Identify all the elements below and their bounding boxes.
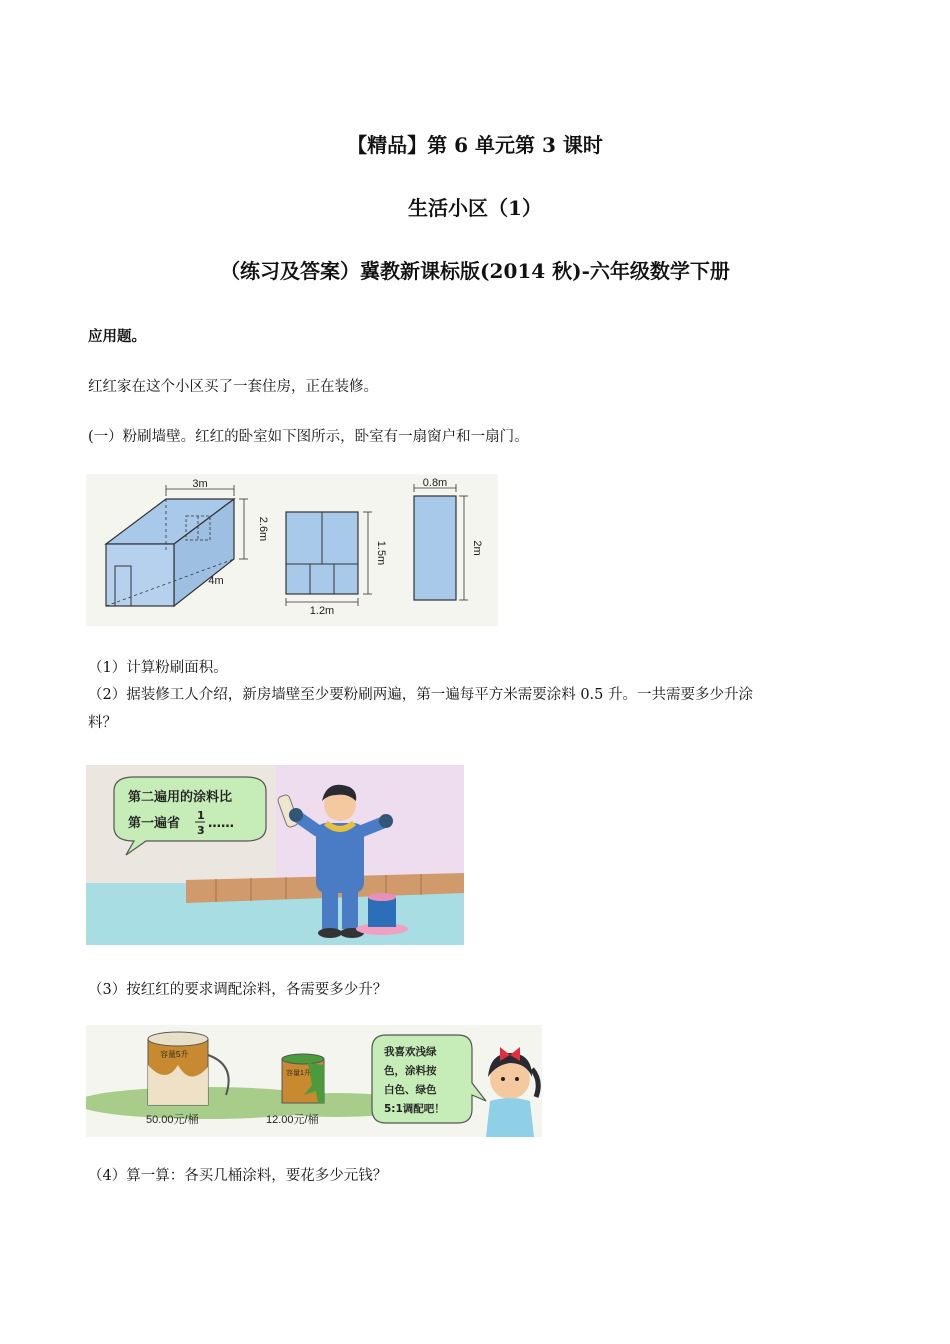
door-width-label: 0.8m [422, 477, 448, 489]
girl-speech-bubble [372, 1035, 486, 1123]
window-width-label: 1.2m [309, 605, 335, 617]
fraction-numerator: 1 [197, 809, 205, 822]
intro-text: 红红家在这个小区买了一套住房，正在装修。 [88, 379, 378, 395]
question-1: （1）计算粉刷面积。 [88, 660, 228, 676]
question-2-line-2: 料？ [88, 715, 117, 731]
worker-bubble-line-1: 第二遍用的涂料比 [128, 790, 233, 805]
question-3: （3）按红红的要求调配涂料，各需要多少升？ [88, 982, 388, 998]
worker-bubble-ellipsis: …… [208, 816, 234, 831]
title-line-3: （练习及答案）冀教新课标版(2014 秋)-六年级数学下册 [220, 259, 730, 283]
paint-cans-illustration [86, 1025, 542, 1137]
title-line-2: 生活小区（1） [408, 196, 542, 220]
worker-illustration [86, 765, 464, 945]
question-4: （4）算一算：各买几桶涂料，要花多少元钱？ [88, 1168, 388, 1184]
part1-heading: (一）粉刷墙壁。红红的卧室如下图所示，卧室有一扇窗户和一扇门。 [88, 429, 529, 445]
title-line-1: 【精品】第 6 单元第 3 课时 [347, 133, 603, 157]
door-height-label: 2m [471, 540, 483, 556]
girl-bubble-line-1: 我喜欢浅绿 [384, 1046, 437, 1058]
room-diagram [86, 474, 498, 626]
small-paint-can [282, 1054, 324, 1103]
question-2-line-1: （2）据装修工人介绍，新房墙壁至少要粉刷两遍，第一遍每平方米需要涂料 0.5 升。一共需要多少升涂 [88, 687, 753, 703]
fraction-denominator: 3 [197, 824, 205, 837]
worker-bubble-line-2: 第一遍省 [128, 816, 181, 831]
girl-bubble-line-4: 5:1调配吧！ [384, 1103, 445, 1115]
big-can-price: 50.00元/桶 [146, 1114, 199, 1126]
girl-bubble-line-3: 白色、绿色 [384, 1084, 437, 1096]
section-heading: 应用题。 [88, 328, 146, 345]
small-can-capacity: 容量1升 [286, 1070, 311, 1077]
room-width-label: 3m [192, 478, 208, 490]
girl-bubble-line-2: 色，涂料按 [384, 1065, 437, 1077]
room-height-label: 2.6m [257, 516, 269, 542]
small-can-price: 12.00元/桶 [266, 1114, 319, 1126]
window-height-label: 1.5m [375, 540, 387, 566]
big-can-capacity: 容量5升 [160, 1050, 189, 1059]
room-length-label: 4m [208, 575, 224, 587]
